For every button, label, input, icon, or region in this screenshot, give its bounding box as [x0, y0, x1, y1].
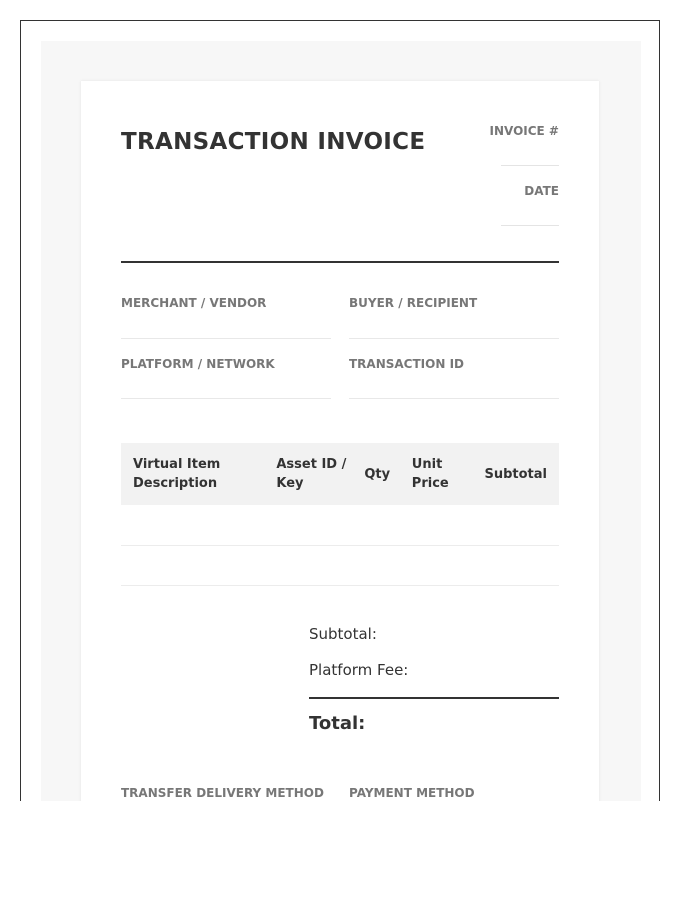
table-row[interactable]: [121, 545, 559, 546]
platform-field[interactable]: [121, 398, 331, 399]
column-header-qty: Qty: [352, 443, 399, 505]
buyer-label: BUYER / RECIPIENT: [349, 296, 478, 310]
column-header-asset-id: Asset ID / Key: [264, 443, 352, 505]
transaction-id-field[interactable]: [349, 398, 559, 399]
buyer-field[interactable]: [349, 338, 559, 339]
items-table: [121, 443, 559, 505]
invoice-number-label: INVOICE #: [489, 124, 559, 138]
table-row[interactable]: [121, 585, 559, 586]
total-label: Total:: [309, 713, 366, 734]
delivery-method-label: TRANSFER DELIVERY METHOD: [121, 786, 324, 800]
merchant-label: MERCHANT / VENDOR: [121, 296, 267, 310]
column-header-unit-price: Unit Price: [400, 443, 473, 505]
transaction-id-label: TRANSACTION ID: [349, 357, 464, 371]
date-field[interactable]: [501, 225, 559, 226]
header-divider: [121, 261, 559, 263]
platform-fee-label: Platform Fee:: [309, 661, 409, 679]
document-frame: [20, 20, 660, 801]
subtotal-label: Subtotal:: [309, 625, 377, 643]
summary-divider: [309, 697, 559, 699]
column-header-subtotal: Subtotal: [472, 443, 559, 505]
platform-label: PLATFORM / NETWORK: [121, 357, 275, 371]
column-header-description: Virtual Item Description: [121, 443, 264, 505]
items-table-header-row: [121, 443, 559, 505]
date-label: DATE: [524, 184, 559, 198]
invoice-sheet: [81, 81, 599, 801]
payment-method-label: PAYMENT METHOD: [349, 786, 475, 800]
invoice-number-field[interactable]: [501, 165, 559, 166]
invoice-title: TRANSACTION INVOICE: [121, 129, 426, 155]
merchant-field[interactable]: [121, 338, 331, 339]
page-background: [41, 41, 641, 801]
